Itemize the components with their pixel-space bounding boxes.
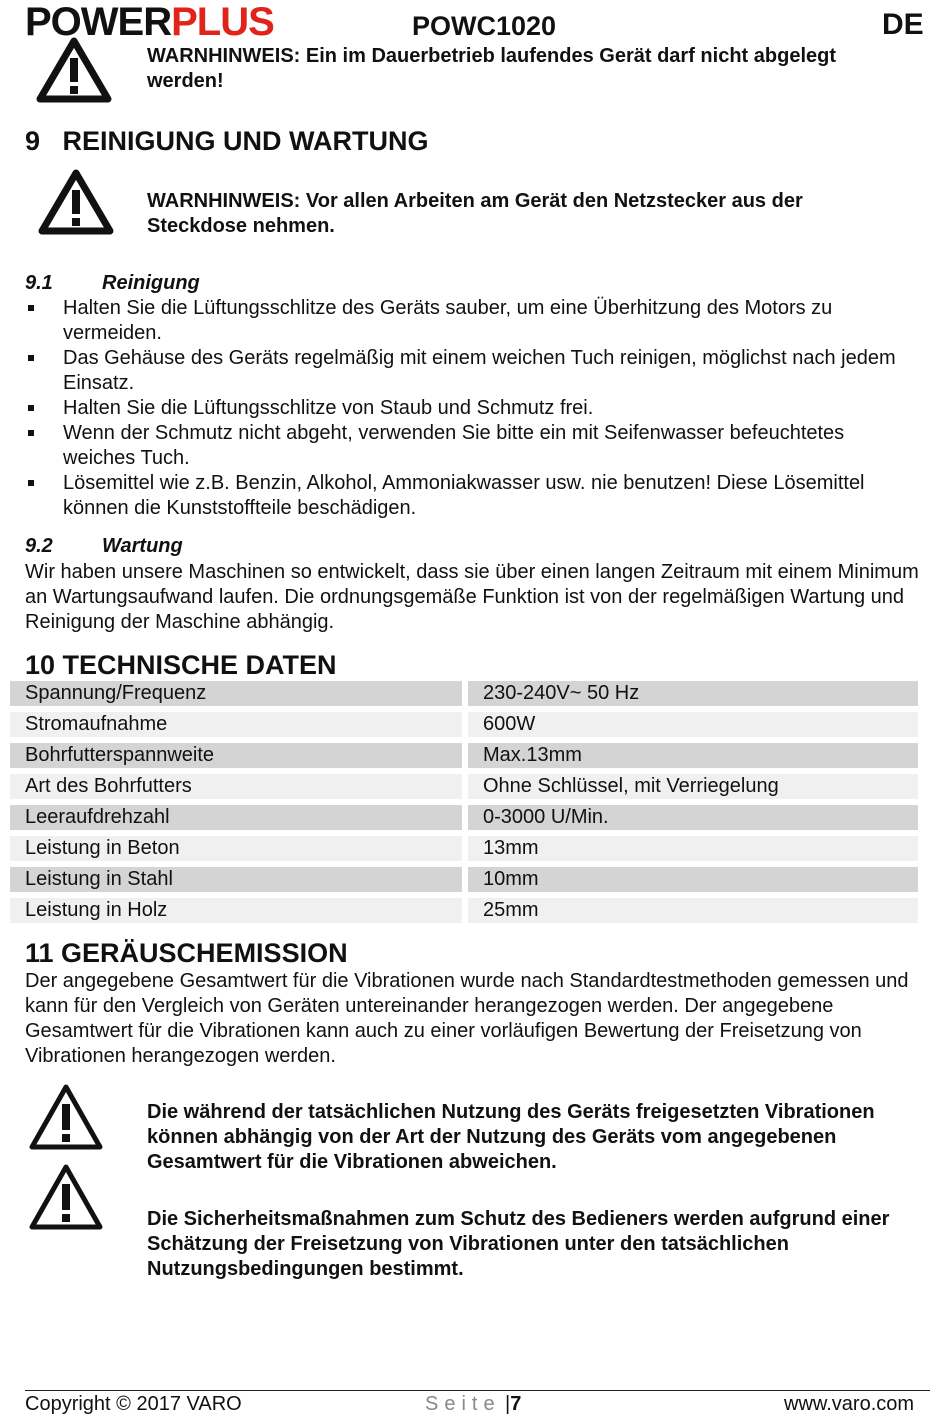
- section-10-heading: 10 TECHNISCHE DATEN: [25, 650, 337, 680]
- footer-copyright: Copyright © 2017 VARO: [25, 1393, 242, 1415]
- table-row: [10, 774, 918, 799]
- language-code: DE: [882, 8, 924, 41]
- bullet-square-icon: [28, 430, 34, 436]
- table-row: [10, 681, 918, 706]
- footer-website-link[interactable]: www.varo.com: [784, 1393, 915, 1415]
- table-row: [10, 712, 918, 737]
- spec-label: Leeraufdrehzahl: [10, 805, 462, 830]
- table-row: [10, 836, 918, 861]
- subsection-9-1-number: 9.1: [25, 272, 53, 294]
- warning-triangle-icon: [37, 168, 115, 236]
- spec-value: 13mm: [468, 836, 918, 861]
- warning-text-vibration-deviation: Die während der tatsächlichen Nutzung des Geräts freigesetzten Vibrationen können abhängig von der Art der Nutzung des Geräts vom angegebenen Gesamtwert für die Vibrationen abweichen.: [147, 1101, 875, 1173]
- list-item: Wenn der Schmutz nicht abgeht, verwenden Sie bitte ein mit Seifenwasser befeuchtetes weiches Tuch.: [25, 421, 915, 471]
- spec-value: 10mm: [468, 867, 918, 892]
- warning-text-safety-measures: Die Sicherheitsmaßnahmen zum Schutz des Bedieners werden aufgrund einer Schätzung der Freisetzung von Vibrationen unter den tatsächlichen Nutzungsbedingungen bestimmt.: [147, 1208, 890, 1280]
- subsection-9-1-title: Reinigung: [102, 272, 200, 294]
- model-number: POWC1020: [412, 11, 557, 41]
- cleaning-bullet-list: [25, 296, 915, 521]
- warning-text-continuous-operation: WARNHINWEIS: Ein im Dauerbetrieb laufendes Gerät darf nicht abgelegt werden!: [147, 45, 836, 92]
- spec-label: Leistung in Stahl: [10, 867, 462, 892]
- brand-logo-power: POWER: [25, 0, 172, 44]
- list-item: Halten Sie die Lüftungsschlitze von Staub und Schmutz frei.: [25, 396, 915, 421]
- footer-divider: [25, 1390, 930, 1391]
- spec-label: Spannung/Frequenz: [10, 681, 462, 706]
- spec-value: Ohne Schlüssel, mit Verriegelung: [468, 774, 918, 799]
- table-row: [10, 743, 918, 768]
- vibration-paragraph: Der angegebene Gesamtwert für die Vibrationen wurde nach Standardtestmethoden gemessen und kann für den Vergleich von Geräten untereinander herangezogen werden. Der angegebene Gesamtwert für die Vibrationen kann auch zu einer vorläufigen Bewertung der Freisetzung von Vibrationen herangezogen werden.: [25, 970, 909, 1067]
- section-9-heading: 9 REINIGUNG UND WARTUNG: [25, 126, 429, 156]
- footer-page-separator: |: [505, 1393, 511, 1415]
- list-item: Halten Sie die Lüftungsschlitze des Geräts sauber, um eine Überhitzung des Motors zu vermeiden.: [25, 296, 915, 346]
- list-item: Lösemittel wie z.B. Benzin, Alkohol, Ammoniakwasser usw. nie benutzen! Diese Lösemittel können die Kunststoffteile beschädigen.: [25, 471, 915, 521]
- footer-page-number: 7: [510, 1393, 522, 1415]
- warning-triangle-icon: [35, 36, 113, 104]
- maintenance-paragraph: Wir haben unsere Maschinen so entwickelt, dass sie über einen langen Zeitraum mit einem Minimum an Wartungsaufwand laufen. Die ordnungsgemäße Funktion ist von der regelmäßigen Wartung und Reinigung der Maschine abhängig.: [25, 561, 919, 633]
- table-row: [10, 805, 918, 830]
- warning-triangle-icon: [27, 1162, 105, 1232]
- spec-label: Art des Bohrfutters: [10, 774, 462, 799]
- brand-logo-plus: PLUS: [171, 0, 274, 44]
- list-item: Das Gehäuse des Geräts regelmäßig mit einem weichen Tuch reinigen, möglichst nach jedem Einsatz.: [25, 346, 915, 396]
- table-row: [10, 867, 918, 892]
- spec-value: 25mm: [468, 898, 918, 923]
- spec-value: Max.13mm: [468, 743, 918, 768]
- spec-value: 600W: [468, 712, 918, 737]
- bullet-square-icon: [28, 305, 34, 311]
- section-11-heading: 11 GERÄUSCHEMISSION: [25, 938, 348, 968]
- spec-label: Stromaufnahme: [10, 712, 462, 737]
- spec-value: 0-3000 U/Min.: [468, 805, 918, 830]
- bullet-square-icon: [28, 405, 34, 411]
- spec-label: Bohrfutterspannweite: [10, 743, 462, 768]
- footer-page-indicator: [425, 1393, 521, 1416]
- spec-value: 230-240V~ 50 Hz: [468, 681, 918, 706]
- spec-label: Leistung in Holz: [10, 898, 462, 923]
- bullet-square-icon: [28, 355, 34, 361]
- footer-seite-label: Seite: [425, 1393, 501, 1415]
- table-row: [10, 898, 918, 923]
- spec-label: Leistung in Beton: [10, 836, 462, 861]
- subsection-9-2-number: 9.2: [25, 535, 53, 557]
- warning-text-unplug: WARNHINWEIS: Vor allen Arbeiten am Gerät den Netzstecker aus der Steckdose nehmen.: [147, 190, 803, 237]
- bullet-square-icon: [28, 480, 34, 486]
- warning-triangle-icon: [27, 1082, 105, 1152]
- subsection-9-2-title: Wartung: [102, 535, 183, 557]
